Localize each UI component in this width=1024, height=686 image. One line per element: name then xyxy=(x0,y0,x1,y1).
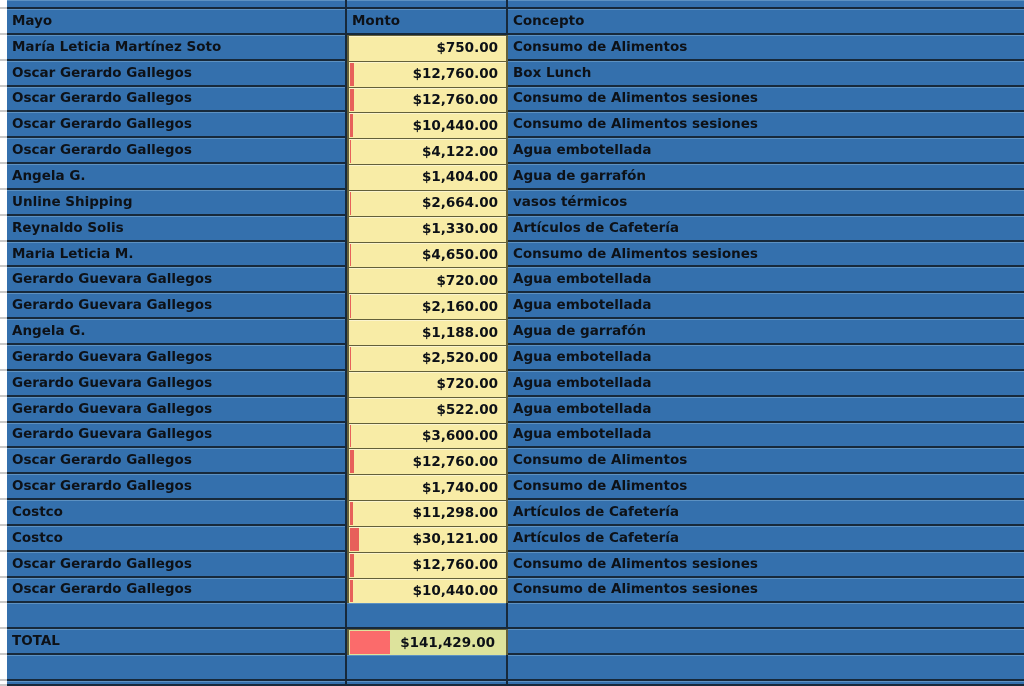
data-bar xyxy=(350,528,359,551)
amount-cell[interactable] xyxy=(347,448,508,474)
amount-cell[interactable] xyxy=(347,87,508,113)
row-number-sliver xyxy=(0,87,7,113)
amount-cell[interactable] xyxy=(347,319,508,345)
payee-label: Oscar Gerardo Gallegos xyxy=(12,64,192,81)
row-number-sliver xyxy=(0,267,7,293)
payee-label: Oscar Gerardo Gallegos xyxy=(12,452,192,469)
row-number-sliver xyxy=(0,371,7,397)
payee-cell[interactable] xyxy=(7,345,347,371)
concept-label: Consumo de Alimentos sesiones xyxy=(513,581,758,598)
data-bar xyxy=(350,63,354,86)
row-number-sliver xyxy=(0,138,7,164)
payee-cell[interactable] xyxy=(7,87,347,113)
amount-cell[interactable] xyxy=(347,578,508,604)
concept-label: Agua embotellada xyxy=(513,374,652,391)
concept-label: vasos térmicos xyxy=(513,193,628,210)
concept-label: Artículos de Cafetería xyxy=(513,219,680,236)
table-row xyxy=(0,319,1024,345)
header-month-label: Mayo xyxy=(12,12,53,29)
concept-cell[interactable] xyxy=(508,526,1024,552)
amount-label: $1,404.00 xyxy=(421,169,498,186)
concept-cell[interactable] xyxy=(508,448,1024,474)
payee-label: María Leticia Martínez Soto xyxy=(12,38,222,55)
row-number-sliver xyxy=(0,552,7,578)
payee-cell[interactable] xyxy=(7,61,347,87)
concept-cell[interactable] xyxy=(508,61,1024,87)
month-cell[interactable] xyxy=(7,0,347,9)
payee-label: Gerardo Guevara Gallegos xyxy=(12,348,213,365)
amount-label: $11,298.00 xyxy=(412,505,498,522)
total-data-bar xyxy=(350,631,390,654)
payee-label: Oscar Gerardo Gallegos xyxy=(12,478,192,495)
amount-cell[interactable] xyxy=(347,371,508,397)
concept-cell[interactable] xyxy=(508,35,1024,61)
concept-cell[interactable] xyxy=(508,0,1024,9)
concept-label: Artículos de Cafetería xyxy=(513,503,680,520)
total-label: TOTAL xyxy=(12,633,60,650)
amount-label: $1,740.00 xyxy=(421,479,498,496)
payee-label: Oscar Gerardo Gallegos xyxy=(12,142,192,159)
concept-cell[interactable] xyxy=(508,603,1024,629)
data-bar xyxy=(350,295,351,318)
data-bar xyxy=(350,244,351,267)
row-number-sliver xyxy=(0,423,7,449)
header-row xyxy=(0,9,1024,35)
total-amount-label: $141,429.00 xyxy=(400,634,495,651)
table-row xyxy=(0,35,1024,61)
amount-cell[interactable] xyxy=(347,474,508,500)
concept-cell[interactable] xyxy=(508,242,1024,268)
amount-label: $2,664.00 xyxy=(421,195,498,212)
amount-label: $4,122.00 xyxy=(421,143,498,160)
concept-label: Agua embotellada xyxy=(513,297,652,314)
header-concept-cell[interactable] xyxy=(508,9,1024,35)
table-row-blank xyxy=(0,655,1024,681)
row-number-sliver xyxy=(0,293,7,319)
row-number-sliver xyxy=(0,578,7,604)
table-row xyxy=(0,138,1024,164)
table-row xyxy=(0,397,1024,423)
data-bar xyxy=(350,580,353,603)
amount-label: $10,440.00 xyxy=(412,117,498,134)
amount-cell[interactable] xyxy=(347,112,508,138)
concept-cell[interactable] xyxy=(508,655,1024,681)
header-amount-cell[interactable] xyxy=(347,9,508,35)
amount-label: $4,650.00 xyxy=(421,247,498,264)
concept-label: Artículos de Cafetería xyxy=(513,529,680,546)
row-number-sliver xyxy=(0,345,7,371)
concept-cell[interactable] xyxy=(508,681,1024,686)
total-label-cell[interactable] xyxy=(7,629,347,655)
concept-cell[interactable] xyxy=(508,552,1024,578)
table-row xyxy=(0,216,1024,242)
table-row xyxy=(0,526,1024,552)
amount-label: $2,520.00 xyxy=(421,350,498,367)
payee-cell[interactable] xyxy=(7,371,347,397)
payee-label: Gerardo Guevara Gallegos xyxy=(12,297,213,314)
payee-label: Costco xyxy=(12,503,63,520)
concept-label: Agua embotellada xyxy=(513,348,652,365)
amount-cell[interactable] xyxy=(347,293,508,319)
amount-cell[interactable] xyxy=(347,681,508,686)
table-row-partial-top xyxy=(0,0,1024,9)
concept-label: Consumo de Alimentos xyxy=(513,452,688,469)
payee-cell[interactable] xyxy=(7,474,347,500)
data-bar xyxy=(350,450,354,473)
payee-cell[interactable] xyxy=(7,603,347,629)
row-number-sliver xyxy=(0,112,7,138)
concept-cell[interactable] xyxy=(508,87,1024,113)
payee-label: Angela G. xyxy=(12,167,86,184)
payee-label: Unline Shipping xyxy=(12,193,133,210)
payee-label: Gerardo Guevara Gallegos xyxy=(12,426,213,443)
payee-cell[interactable] xyxy=(7,319,347,345)
payee-cell[interactable] xyxy=(7,190,347,216)
row-number-sliver xyxy=(0,681,7,686)
concept-label: Consumo de Alimentos xyxy=(513,38,688,55)
amount-label: $1,188.00 xyxy=(421,324,498,341)
concept-cell[interactable] xyxy=(508,138,1024,164)
row-number-sliver xyxy=(0,216,7,242)
table-row xyxy=(0,164,1024,190)
amount-cell[interactable] xyxy=(347,138,508,164)
payee-cell[interactable] xyxy=(7,112,347,138)
amount-label: $12,760.00 xyxy=(412,557,498,574)
concept-cell[interactable] xyxy=(508,345,1024,371)
amount-cell[interactable] xyxy=(347,164,508,190)
amount-cell[interactable] xyxy=(347,500,508,526)
payee-label: Gerardo Guevara Gallegos xyxy=(12,400,213,417)
table-row xyxy=(0,578,1024,604)
amount-label: $750.00 xyxy=(436,40,498,57)
payee-label: Costco xyxy=(12,529,63,546)
payee-cell[interactable] xyxy=(7,526,347,552)
payee-label: Oscar Gerardo Gallegos xyxy=(12,90,192,107)
concept-cell[interactable] xyxy=(508,190,1024,216)
concept-label: Agua embotellada xyxy=(513,271,652,288)
payee-cell[interactable] xyxy=(7,655,347,681)
row-number-sliver xyxy=(0,0,7,9)
data-bar xyxy=(350,114,353,137)
payee-cell[interactable] xyxy=(7,267,347,293)
amount-label: $522.00 xyxy=(436,402,498,419)
concept-cell[interactable] xyxy=(508,578,1024,604)
payee-label: Oscar Gerardo Gallegos xyxy=(12,116,192,133)
amount-cell[interactable] xyxy=(347,345,508,371)
concept-label: Consumo de Alimentos sesiones xyxy=(513,555,758,572)
row-number-sliver xyxy=(0,319,7,345)
payee-cell[interactable] xyxy=(7,448,347,474)
amount-cell[interactable] xyxy=(347,397,508,423)
table-row xyxy=(0,61,1024,87)
payee-label: Gerardo Guevara Gallegos xyxy=(12,271,213,288)
header-month-cell[interactable] xyxy=(7,9,347,35)
row-number-sliver xyxy=(0,603,7,629)
payee-label: Reynaldo Solis xyxy=(12,219,124,236)
amount-cell[interactable] xyxy=(347,0,508,9)
row-number-sliver xyxy=(0,629,7,655)
payee-cell[interactable] xyxy=(7,164,347,190)
row-number-sliver xyxy=(0,448,7,474)
row-number-sliver xyxy=(0,655,7,681)
table-row xyxy=(0,474,1024,500)
table-row xyxy=(0,267,1024,293)
payee-cell[interactable] xyxy=(7,293,347,319)
data-bar xyxy=(350,192,351,215)
concept-label: Agua de garrafón xyxy=(513,323,647,340)
header-concept-label: Concepto xyxy=(513,12,585,29)
concept-cell[interactable] xyxy=(508,112,1024,138)
concept-label: Agua embotellada xyxy=(513,400,652,417)
table-row xyxy=(0,112,1024,138)
row-number-sliver xyxy=(0,474,7,500)
total-amount-cell[interactable] xyxy=(347,629,508,655)
row-number-sliver xyxy=(0,242,7,268)
row-number-sliver xyxy=(0,397,7,423)
concept-label: Consumo de Alimentos sesiones xyxy=(513,90,758,107)
concept-cell[interactable] xyxy=(508,629,1024,655)
row-number-sliver xyxy=(0,35,7,61)
amount-label: $720.00 xyxy=(436,272,498,289)
table-row xyxy=(0,500,1024,526)
amount-cell[interactable] xyxy=(347,655,508,681)
concept-label: Consumo de Alimentos sesiones xyxy=(513,245,758,262)
payee-label: Maria Leticia M. xyxy=(12,245,134,262)
table-row xyxy=(0,242,1024,268)
table-row xyxy=(0,293,1024,319)
data-bar xyxy=(350,347,351,370)
table-row xyxy=(0,87,1024,113)
amount-cell[interactable] xyxy=(347,190,508,216)
payee-label: Oscar Gerardo Gallegos xyxy=(12,555,192,572)
amount-label: $2,160.00 xyxy=(421,298,498,315)
concept-cell[interactable] xyxy=(508,267,1024,293)
concept-label: Agua embotellada xyxy=(513,142,652,159)
row-number-sliver xyxy=(0,526,7,552)
header-amount-label: Monto xyxy=(352,12,401,29)
payee-cell[interactable] xyxy=(7,242,347,268)
data-bar xyxy=(350,502,353,525)
payee-cell[interactable] xyxy=(7,423,347,449)
table-row-blank xyxy=(0,603,1024,629)
concept-cell[interactable] xyxy=(508,319,1024,345)
amount-cell[interactable] xyxy=(347,61,508,87)
amount-cell[interactable] xyxy=(347,603,508,629)
payee-cell[interactable] xyxy=(7,397,347,423)
concept-cell[interactable] xyxy=(508,500,1024,526)
concept-label: Agua de garrafón xyxy=(513,167,647,184)
concept-cell[interactable] xyxy=(508,423,1024,449)
row-number-sliver xyxy=(0,9,7,35)
amount-cell[interactable] xyxy=(347,423,508,449)
payee-cell[interactable] xyxy=(7,138,347,164)
amount-label: $720.00 xyxy=(436,376,498,393)
row-number-sliver xyxy=(0,190,7,216)
concept-label: Agua embotellada xyxy=(513,426,652,443)
amount-label: $12,760.00 xyxy=(412,453,498,470)
table-row xyxy=(0,448,1024,474)
payee-cell[interactable] xyxy=(7,500,347,526)
amount-label: $12,760.00 xyxy=(412,66,498,83)
amount-cell[interactable] xyxy=(347,216,508,242)
payee-cell[interactable] xyxy=(7,216,347,242)
payee-label: Oscar Gerardo Gallegos xyxy=(12,581,192,598)
data-bar xyxy=(350,425,351,448)
payee-cell[interactable] xyxy=(7,552,347,578)
amount-cell[interactable] xyxy=(347,267,508,293)
payee-cell[interactable] xyxy=(7,681,347,686)
concept-label: Consumo de Alimentos xyxy=(513,478,688,495)
concept-cell[interactable] xyxy=(508,164,1024,190)
concept-cell[interactable] xyxy=(508,371,1024,397)
concept-cell[interactable] xyxy=(508,216,1024,242)
concept-label: Consumo de Alimentos sesiones xyxy=(513,116,758,133)
table-row xyxy=(0,190,1024,216)
data-bar xyxy=(350,554,354,577)
amount-label: $30,121.00 xyxy=(412,531,498,548)
payee-label: Gerardo Guevara Gallegos xyxy=(12,374,213,391)
amount-label: $3,600.00 xyxy=(421,427,498,444)
total-row xyxy=(0,629,1024,655)
table-row-partial-bottom xyxy=(0,681,1024,686)
table-row xyxy=(0,423,1024,449)
row-number-sliver xyxy=(0,61,7,87)
payee-cell[interactable] xyxy=(7,578,347,604)
amount-cell[interactable] xyxy=(347,552,508,578)
concept-cell[interactable] xyxy=(508,397,1024,423)
concept-cell[interactable] xyxy=(508,293,1024,319)
data-bar xyxy=(350,140,351,163)
payee-label: Angela G. xyxy=(12,323,86,340)
amount-label: $10,440.00 xyxy=(412,582,498,599)
row-number-sliver xyxy=(0,164,7,190)
amount-cell[interactable] xyxy=(347,526,508,552)
amount-cell[interactable] xyxy=(347,242,508,268)
amount-label: $1,330.00 xyxy=(421,221,498,238)
concept-cell[interactable] xyxy=(508,474,1024,500)
row-number-sliver xyxy=(0,500,7,526)
amount-cell[interactable] xyxy=(347,35,508,61)
concept-label: Box Lunch xyxy=(513,64,592,81)
data-bar xyxy=(350,89,354,112)
table-row xyxy=(0,552,1024,578)
table-row xyxy=(0,371,1024,397)
payee-cell[interactable] xyxy=(7,35,347,61)
amount-label: $12,760.00 xyxy=(412,91,498,108)
table-row xyxy=(0,345,1024,371)
